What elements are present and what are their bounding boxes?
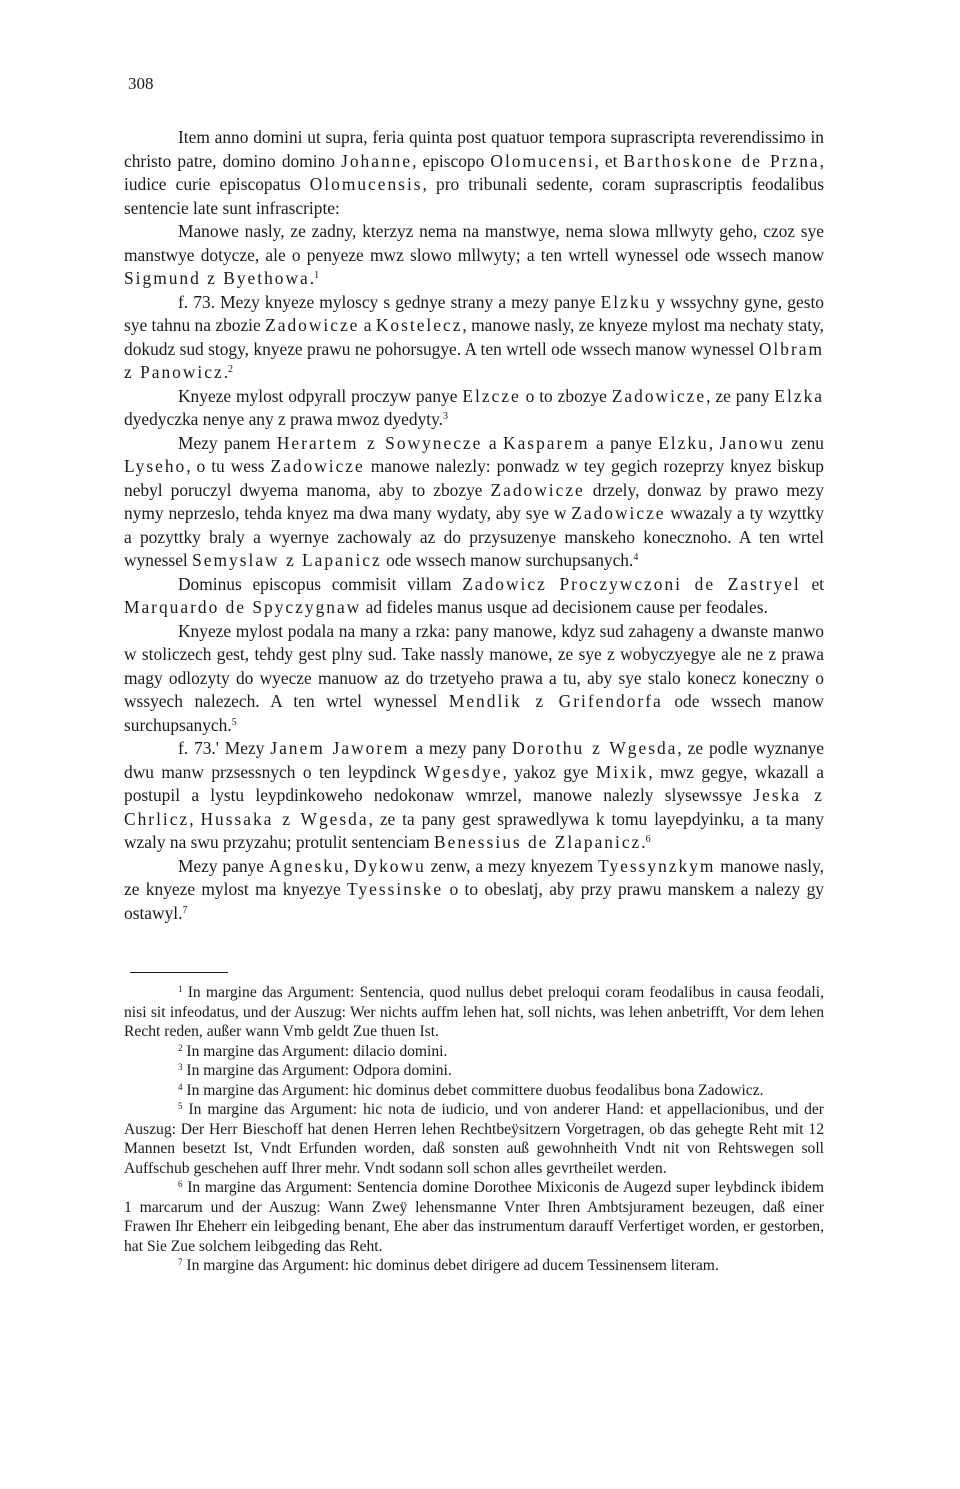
- footnote: [124, 1178, 824, 1256]
- spaced-name: Janem Jaworem: [270, 738, 410, 758]
- text-run: o to obeslatj, aby przy prawu manskem a nalezy gy ostawyl.: [124, 879, 825, 923]
- spaced-name: Zadowicze: [490, 479, 585, 500]
- text-run: , mwz gegye, wkazall a postupil a lystu leypdinkoweho nedokonaw wmrzel, manowe nalezly slysewssye: [124, 761, 824, 805]
- text-run: zenw, a mezy knyezem: [425, 855, 599, 876]
- paragraph: [124, 126, 824, 220]
- text-run: a: [359, 315, 376, 335]
- spaced-name: Elzku: [600, 291, 652, 312]
- footnote-ref: 2: [228, 364, 234, 375]
- text-run: manowe nalezly: ponwadz w tey gegich rozeprzy knyez biskup nebyl poruczyl dwyema manoma, aby to zbozye: [124, 456, 824, 500]
- text-run: .: [223, 362, 229, 382]
- spaced-name: Hussaka z Wgesda: [200, 808, 369, 829]
- spaced-name: Zadowicze: [265, 315, 360, 335]
- spaced-name: Olomucensi: [490, 150, 595, 171]
- footnote-mark: 6: [178, 1179, 183, 1189]
- footnote: [124, 1100, 824, 1178]
- text-run: Mezy panye: [178, 855, 269, 876]
- spaced-name: Marquardo de Spyczygnaw: [124, 597, 362, 617]
- footnote-mark: 2: [178, 1042, 183, 1053]
- spaced-name: Herartem z Sowynecze: [276, 432, 483, 453]
- footnote-text: In margine das Argument: Sentencia, quod nullus debet preloqui coram feodalibus in causa feodali, nisi sit infeodatus, und der Auszug: Wer nichts auffm lehen hat, soll nichts, was lehen anbetrifft, Vor dem lehen Recht reden, außer wann Vmb geldt Zue thuen Ist.: [124, 984, 824, 1040]
- footnote-mark: 3: [178, 1062, 183, 1072]
- spaced-name: Mendlik z Grifendorfa: [448, 691, 663, 711]
- text-run: dyedyczka nenye any z prawa mwoz dyedyty.: [124, 409, 444, 429]
- text-run: , episcopo: [412, 150, 491, 171]
- spaced-name: Elzka: [774, 385, 825, 406]
- text-run: , o tu wess: [186, 456, 271, 476]
- text-run: , manowe nasly, ze knyeze mylost ma nechaty staty, dokudz sud stogy, knyeze prawu ne pohorsugye. A ten wrtell ode wssech manow wynessel: [124, 315, 824, 359]
- spaced-name: Lyseho: [124, 456, 187, 476]
- text-run: ,: [708, 432, 720, 453]
- footnote-mark: 5: [178, 1101, 183, 1111]
- footnote-text: In margine das Argument: Odpora domini.: [186, 1062, 452, 1079]
- text-run: ad fideles manus usque ad decisionem cause per feodales.: [361, 597, 768, 617]
- text-run: ode wssech manow surchupsanych.: [381, 550, 634, 570]
- spaced-name: Olbram z Panowicz: [124, 338, 824, 382]
- paragraph: [124, 737, 824, 855]
- footnote: [124, 983, 824, 1042]
- text-run: a: [482, 432, 504, 453]
- spaced-name: Elzku: [658, 432, 709, 453]
- paragraph: [124, 291, 824, 385]
- footnote-text: In margine das Argument: hic nota de iudicio, und von anderer Hand: et appellacionibus, und der Auszug: Der Herr Bieschoff hat denen Herren lehen Rechtbeÿsitzern Vorgetragen, ob das gehegte Reht mit 12 Mannen besetzt Ist, Vndt Erfunden worden, daß sonsten auß gewohnheith Vndt nit von Rehtswegen soll Auffschub geschehen auff Ihrer mehr. Vndt sodann soll schon alles gevrtheilet werden.: [124, 1101, 824, 1177]
- spaced-name: Wgesdye: [423, 761, 503, 782]
- spaced-name: Mixik: [595, 761, 649, 782]
- footnote-mark: 1: [178, 984, 183, 994]
- text-run: Dominus episcopus commisit villam: [178, 573, 463, 594]
- text-run: f. 73. Mezy knyeze myloscy s gednye strany a mezy panye: [178, 291, 601, 312]
- text-run: y wssychny gyne, gesto sye tahnu na zbozie: [124, 291, 824, 335]
- text-run: .: [641, 832, 646, 852]
- text-run: Mezy panem: [178, 432, 277, 453]
- text-run: .: [309, 268, 315, 288]
- spaced-name: Sigmund z Byethowa: [124, 268, 310, 288]
- spaced-name: Tyessynzkym: [598, 855, 716, 876]
- footnote-text: In margine das Argument: hic dominus debet dirigere ad ducem Tessinensem literam.: [186, 1257, 719, 1274]
- footnote-text: In margine das Argument: dilacio domini.: [186, 1042, 448, 1060]
- spaced-name: Elzcze: [462, 385, 521, 406]
- spaced-name: Zadowicze: [571, 503, 666, 523]
- footnote: [124, 1061, 824, 1081]
- text-run: , et: [594, 150, 624, 171]
- spaced-name: Agnesku: [268, 855, 345, 876]
- spaced-name: Kostelecz: [375, 315, 463, 335]
- footnote-text: In margine das Argument: Sentencia domine Dorothee Mixiconis de Augezd super leybdinck ibidem 1 marcarum und der Auszug: Wann Zweÿ lehensmanne Vnter Ihren Ambtsjurament bezeugen, daß einer Frawen Ihr Eheherr ein leibgeding benant, Ehe aber das instrumentum darauff Verfertiget worden, er gestorben, hat Sie Zue solchem leibgeding das Reht.: [124, 1179, 824, 1255]
- footnote-ref: 4: [633, 552, 639, 563]
- text-run: manowe nasly, ze knyeze mylost ma knyezye: [124, 855, 824, 899]
- spaced-name: Tyessinske: [347, 879, 444, 899]
- paragraph: [124, 432, 824, 573]
- text-run: , iudice curie episcopatus: [124, 150, 824, 194]
- text-run: Item anno domini ut supra, feria quinta post quatuor tempora suprascripta reverendissimo in christo patre, domino domino: [124, 127, 824, 171]
- spaced-name: Benessius de Zlapanicz: [434, 832, 642, 852]
- text-run: wwazaly a ty wzyttky a pozyttky braly a wyernye zachowaly az do przysuzenye manskeho konecznoho. A ten wrtel wynessel: [124, 503, 824, 570]
- text-run: , ze ta pany gest sprawedlywa k tomu layepdyinku, a ta many wzaly na swu przyzahu; protulit sentenciam: [124, 808, 824, 852]
- spaced-name: Kasparem: [503, 432, 590, 453]
- text-run: , yakoz gye: [502, 761, 596, 782]
- spaced-name: Johanne: [341, 150, 413, 171]
- text-run: ode wssech manow surchupsanych.: [124, 691, 824, 735]
- spaced-name: Janowu: [719, 432, 785, 453]
- text-run: , ze podle wyznanye dwu manw przsessnych o ten leypdinck: [124, 738, 825, 782]
- spaced-name: Jeska z Chrlicz: [124, 785, 824, 829]
- paragraph: [124, 855, 824, 926]
- text-run: Knyeze mylost podala na many a rzka: pany manowe, kdyz sud zahageny a dwanste manwo w stoliczech gest, tehdy gest plny sud. Take nassly manowe, ze sye z wobyczyegye ale ne z prawa magy odlozyty do wyecze manuow az do trzetyeho prawa a tu, aby sye stalo konecz koneczny o wssyech nalezech. A ten wrtel wynessel: [124, 620, 824, 711]
- spaced-name: Dykowu: [353, 855, 426, 876]
- footnote-ref: 5: [231, 716, 237, 728]
- spaced-name: Zadowicze: [611, 385, 707, 406]
- spaced-name: Zadowicz Proczywczoni de Zastryel: [462, 573, 801, 594]
- text-run: Knyeze mylost odpyrall proczyw panye: [178, 385, 463, 406]
- footnote-ref: 6: [645, 834, 651, 845]
- spaced-name: Zadowicze: [270, 456, 365, 476]
- footnote-ref: 3: [443, 411, 449, 422]
- text-run: ,: [344, 855, 354, 876]
- footnote-separator: [130, 972, 228, 973]
- spaced-name: Olomucensis: [309, 174, 423, 194]
- paragraph: [124, 620, 824, 738]
- text-run: f. 73.' Mezy: [178, 738, 271, 758]
- text-run: o to zbozye: [520, 385, 612, 406]
- page-number: 308: [128, 74, 154, 93]
- paragraph: [124, 573, 824, 620]
- body-text: [124, 126, 824, 925]
- text-run: a mezy pany: [409, 738, 513, 758]
- footnote-text: In margine das Argument: hic dominus debet committere duobus feodalibus bona Zadowicz.: [186, 1081, 764, 1099]
- spaced-name: Barthoskone de Przna: [623, 150, 820, 171]
- text-run: Manowe nasly, ze zadny, kterzyz nema na manstwye, nema slowa mllwyty geho, czoz sye manstwye dotycze, ale o penyeze mwz slowo mllwyty; a ten wrtell wynessel ode wssech manow: [124, 221, 824, 265]
- footnote-ref: 7: [182, 904, 188, 916]
- text-run: et: [800, 573, 824, 594]
- footnote: [124, 1256, 824, 1276]
- spaced-name: Dorothu z Wgesda: [512, 738, 678, 758]
- paragraph: [124, 220, 824, 291]
- text-run: , pro tribunali sedente, coram suprascriptis feodalibus sentencie late sunt infrascripte:: [124, 174, 824, 218]
- footnotes: [124, 983, 824, 1276]
- text-run: a panye: [589, 432, 659, 453]
- text-run: drzely, donwaz by prawo mezy nymy neprzeslo, tehda knyez ma dwa many wydaty, aby sye w: [124, 479, 825, 523]
- text-run: ,: [189, 808, 201, 829]
- footnote-ref: 1: [314, 270, 320, 281]
- text-run: , ze pany: [706, 385, 775, 406]
- paragraph: [124, 385, 824, 432]
- text-run: zenu: [784, 432, 824, 453]
- footnote-mark: 4: [178, 1081, 183, 1092]
- footnote: [124, 1042, 824, 1062]
- footnote-mark: 7: [178, 1257, 183, 1267]
- spaced-name: Semyslaw z Lapanicz: [192, 550, 382, 570]
- footnote: [124, 1081, 824, 1101]
